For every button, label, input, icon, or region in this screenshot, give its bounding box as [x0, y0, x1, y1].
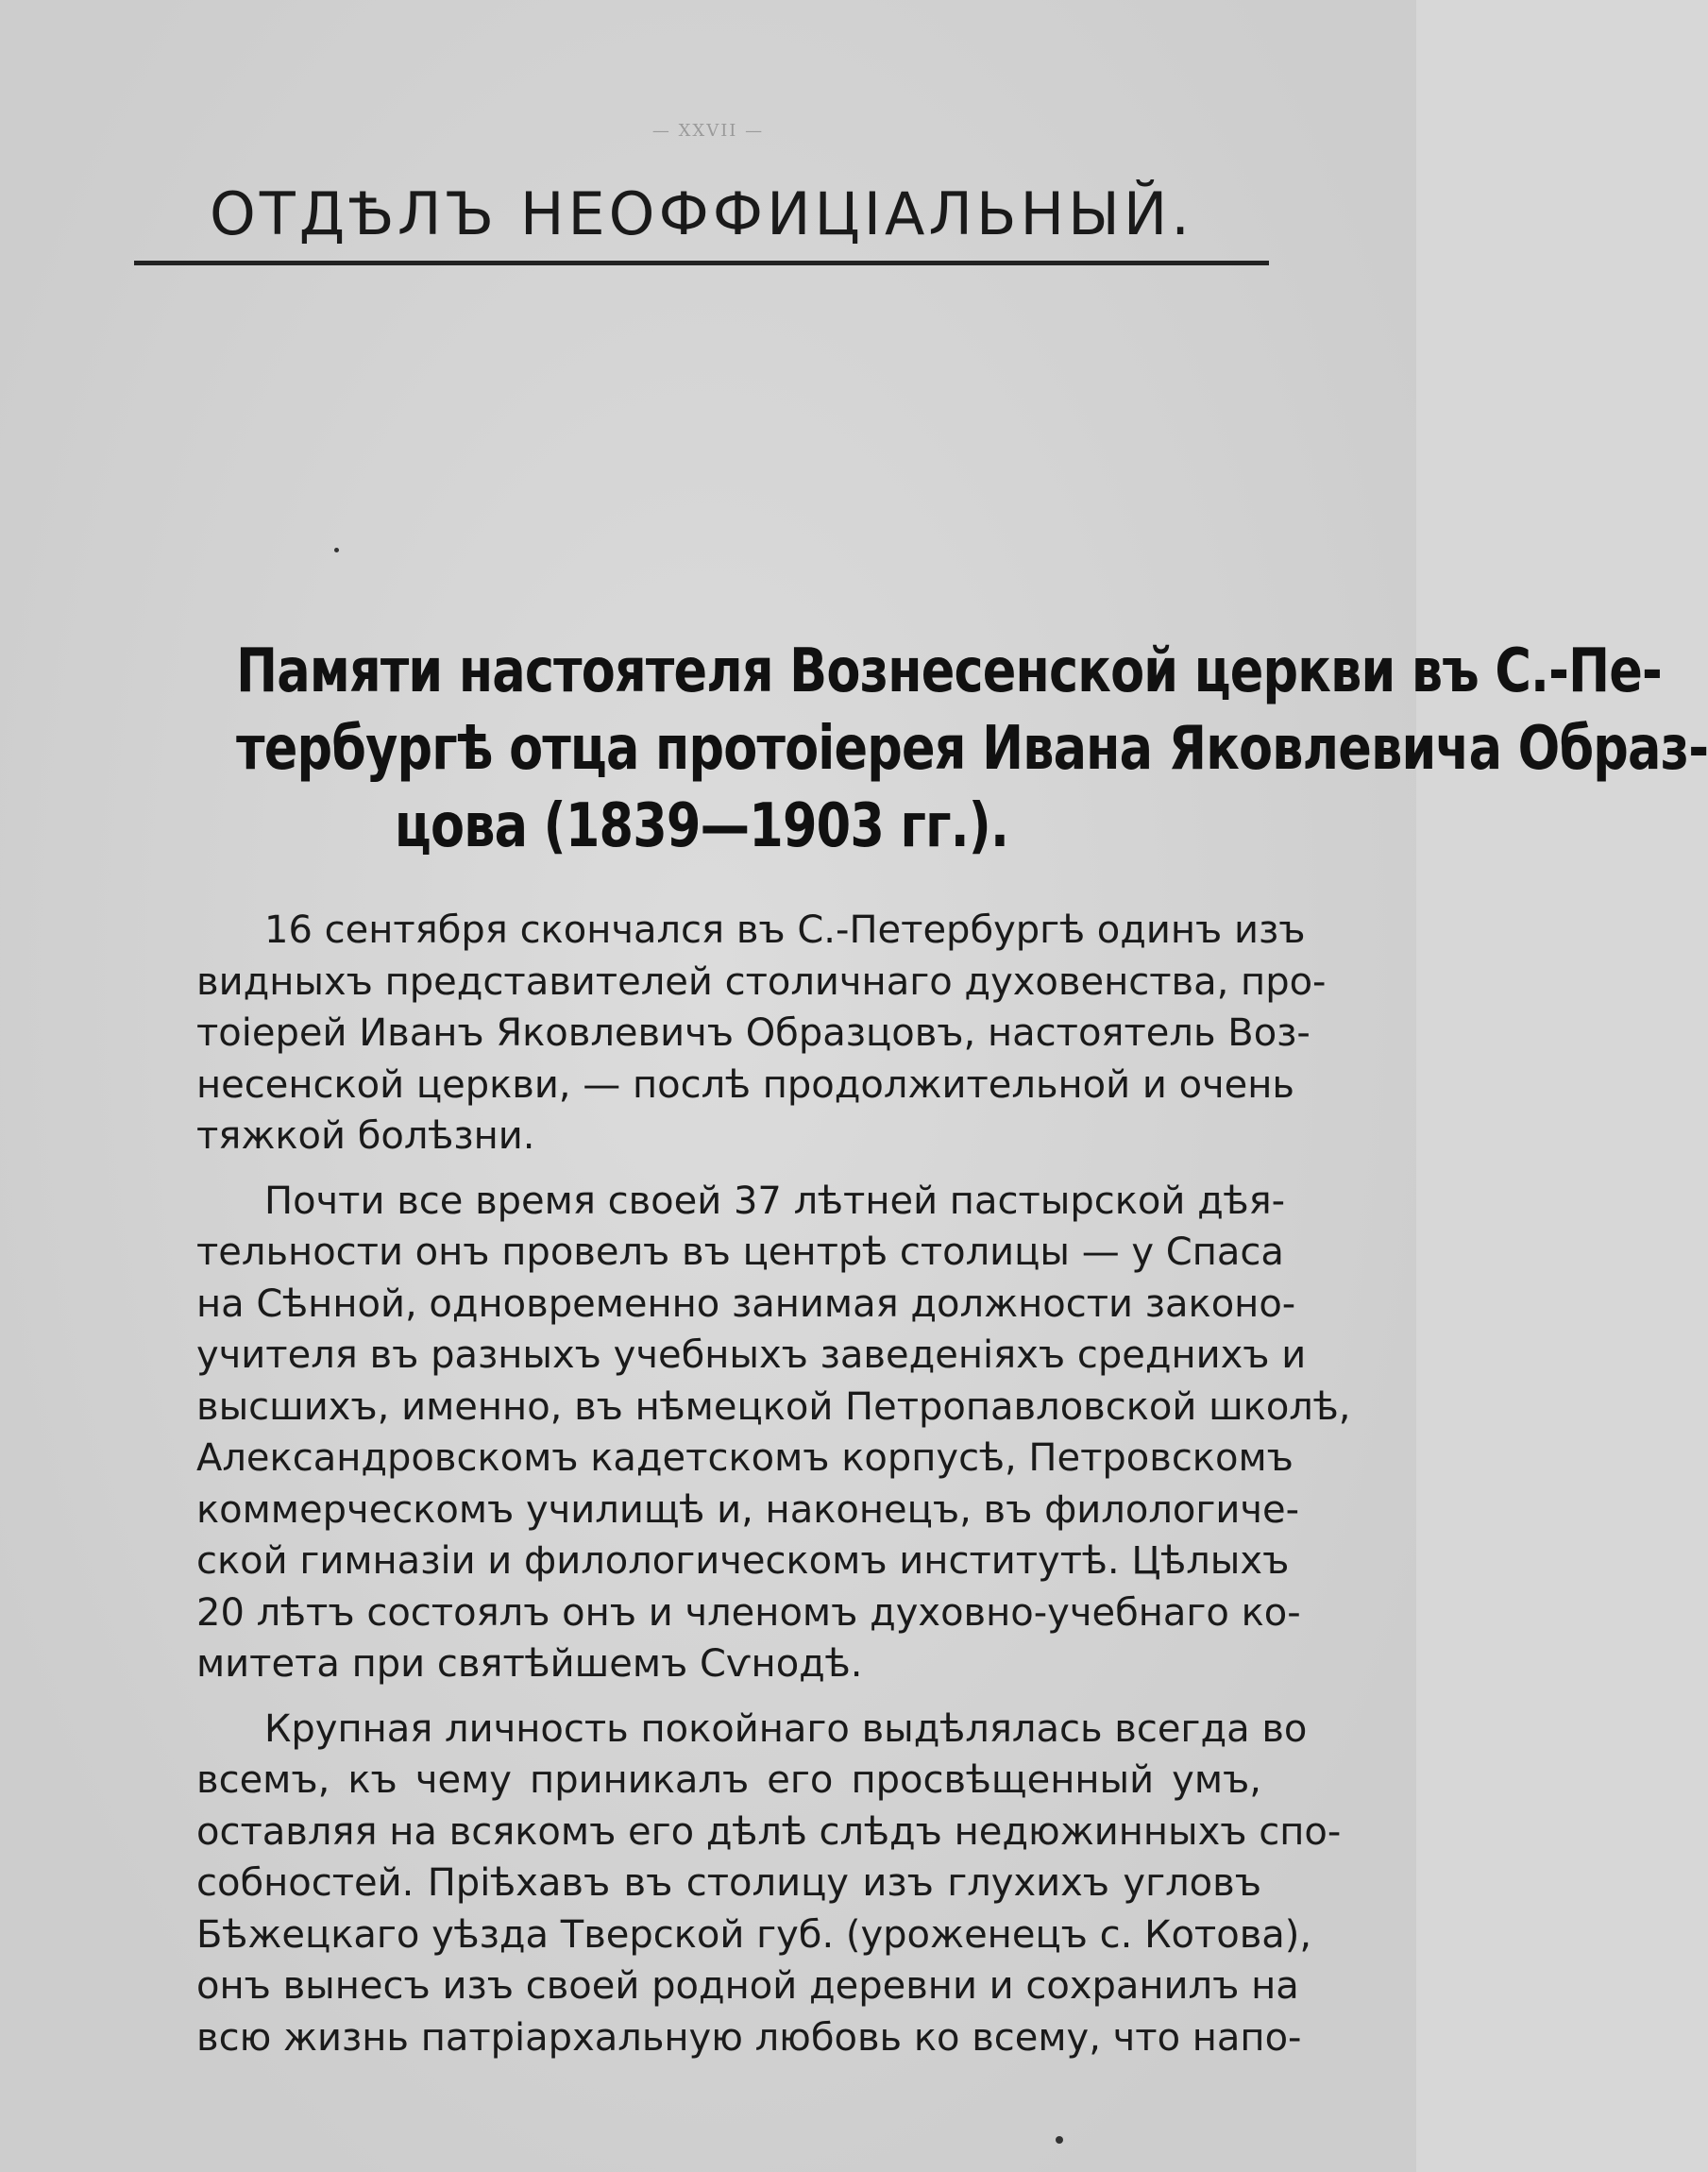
- article-body: [128, 905, 1351, 2077]
- text-line: всю жизнь патріархальную любовь ко всему, что напо-: [196, 2015, 1302, 2060]
- text-line: собностей. Пріѣхавъ въ столицу изъ глухихъ угловъ: [196, 1861, 1261, 1905]
- text-line: высшихъ, именно, въ нѣмецкой Петропавловской школѣ,: [196, 1384, 1351, 1429]
- text-line: Александровскомъ кадетскомъ корпусѣ, Петровскомъ: [196, 1436, 1294, 1480]
- text-line: Почти все время своей 37 лѣтней пастырской дѣя-: [264, 1179, 1286, 1223]
- article-title-line: цова (1839—1903 гг.).: [394, 791, 1009, 861]
- text-line: тяжкой болѣзни.: [196, 1114, 535, 1158]
- text-line: оставляя на всякомъ его дѣлѣ слѣдъ недюжинныхъ спо-: [196, 1809, 1342, 1854]
- paragraph: [128, 1176, 1351, 1690]
- text-line: Бѣжецкаго уѣзда Тверской губ. (уроженецъ с. Котова),: [196, 1912, 1312, 1957]
- paragraph: [128, 905, 1327, 1162]
- text-line: тельности онъ провелъ въ центрѣ столицы — у Спаса: [196, 1230, 1284, 1274]
- article-title-line: тербургѣ отца протоіерея Ивана Яковлевича Образ-: [236, 714, 1708, 784]
- section-header: ОТДѢЛЪ НЕОФФИЦІАЛЬНЫЙ.: [210, 179, 1193, 248]
- text-line: на Сѣнной, одновременно занимая должности законо-: [196, 1281, 1296, 1326]
- text-line: учителя въ разныхъ учебныхъ заведеніяхъ среднихъ и: [196, 1333, 1307, 1377]
- print-speck: [334, 548, 339, 552]
- article-title: [236, 633, 1708, 865]
- article-title-line: Памяти настоятеля Вознесенской церкви въ С.-Пе-: [236, 636, 1662, 706]
- text-line: онъ вынесъ изъ своей родной деревни и сохранилъ на: [196, 1964, 1299, 2008]
- text-line: ской гимназіи и филологическомъ институтѣ. Цѣлыхъ: [196, 1539, 1290, 1583]
- text-line: 16 сентября скончался въ С.-Петербургѣ одинъ изъ: [264, 908, 1306, 952]
- print-speck: [1056, 2136, 1063, 2144]
- page-number-mark: — XXVII —: [651, 121, 765, 141]
- text-line: видныхъ представителей столичнаго духовенства, про-: [196, 959, 1327, 1004]
- text-line: всемъ, къ чему приникалъ его просвѣщенный умъ,: [196, 1758, 1261, 1802]
- header-rule: [134, 261, 1269, 265]
- text-line: несенской церкви, — послѣ продолжительной и очень: [196, 1062, 1295, 1107]
- text-line: 20 лѣтъ состоялъ онъ и членомъ духовно-учебнаго ко-: [196, 1590, 1301, 1635]
- text-line: тоіерей Иванъ Яковлевичъ Образцовъ, настоятель Воз-: [196, 1011, 1311, 1055]
- text-line: митета при святѣйшемъ Сѵнодѣ.: [196, 1642, 863, 1686]
- text-line: коммерческомъ училищѣ и, наконецъ, въ филологиче-: [196, 1487, 1300, 1532]
- text-line: Крупная личность покойнаго выдѣлялась всегда во: [264, 1706, 1308, 1751]
- paragraph: [128, 1704, 1342, 2064]
